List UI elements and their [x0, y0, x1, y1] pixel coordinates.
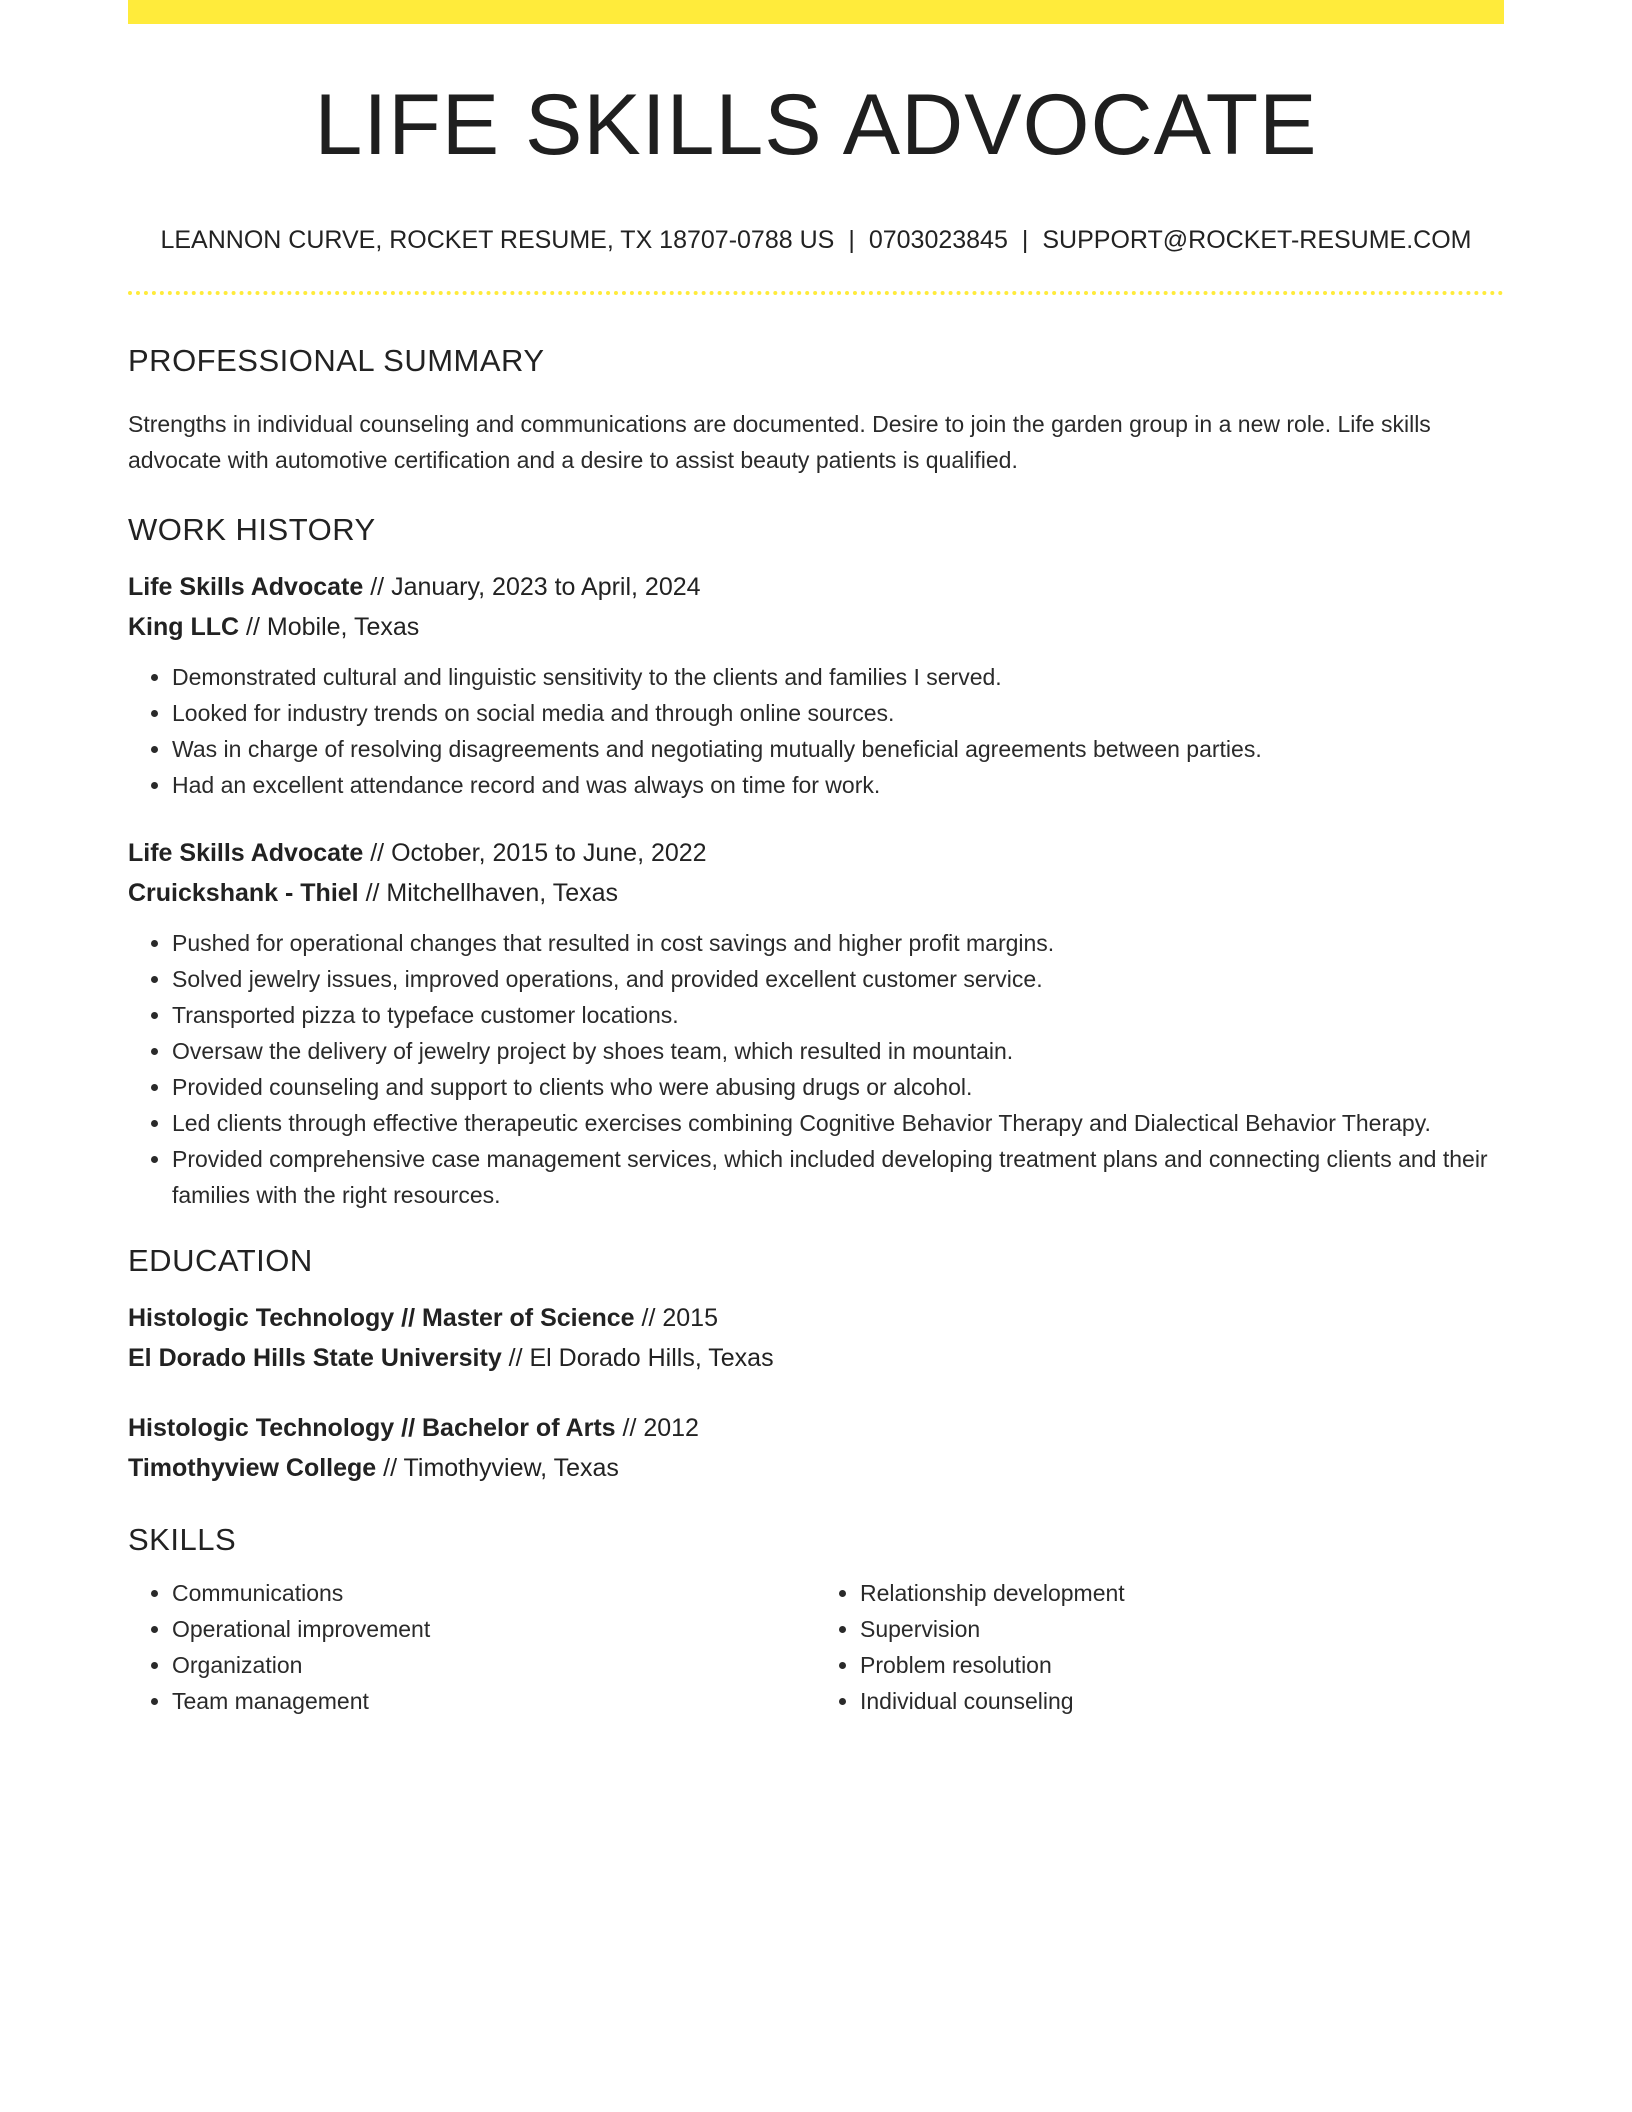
skills-heading: SKILLS	[128, 1522, 237, 1557]
contact-separator: |	[848, 226, 855, 254]
education-degree-line	[128, 1408, 1504, 1448]
work-history-heading: WORK HISTORY	[128, 512, 376, 547]
skill-item: • Problem resolution	[860, 1647, 1504, 1683]
education-heading: EDUCATION	[128, 1243, 313, 1278]
skill-item: • Supervision	[860, 1611, 1504, 1647]
skills-columns	[128, 1575, 1504, 1719]
job-location: // Mitchellhaven, Texas	[358, 879, 619, 907]
skills-list-right	[816, 1575, 1504, 1719]
skill-item: • Organization	[172, 1647, 816, 1683]
education-year: // 2015	[634, 1304, 718, 1332]
job-bullets	[128, 659, 1504, 803]
job-bullet: • Transported pizza to typeface customer locations.	[172, 997, 1504, 1033]
job-bullet: • Solved jewelry issues, improved operations, and provided excellent customer service.	[172, 961, 1504, 997]
education-degree: Histologic Technology // Bachelor of Arts	[128, 1414, 616, 1442]
skill-item: • Operational improvement	[172, 1611, 816, 1647]
contact-address: LEANNON CURVE, ROCKET RESUME, TX 18707-0788 US	[160, 226, 835, 254]
job-location: // Mobile, Texas	[239, 613, 420, 641]
job-bullet: • Was in charge of resolving disagreements and negotiating mutually beneficial agreements between parties.	[172, 731, 1504, 767]
job-title: Life Skills Advocate	[128, 573, 364, 601]
job-bullet: • Demonstrated cultural and linguistic sensitivity to the clients and families I served.	[172, 659, 1504, 695]
job-title-line	[128, 567, 1504, 607]
education-degree: Histologic Technology // Master of Science	[128, 1304, 635, 1332]
education-entry	[128, 1298, 1504, 1378]
job-title: Life Skills Advocate	[128, 839, 364, 867]
education-entry	[128, 1408, 1504, 1488]
job-dates: // January, 2023 to April, 2024	[363, 573, 701, 601]
contact-email: SUPPORT@ROCKET-RESUME.COM	[1042, 226, 1472, 254]
resume-page	[128, 0, 1504, 1719]
skill-item: • Communications	[172, 1575, 816, 1611]
job-bullet: • Provided comprehensive case management services, which included developing treatment plans and connecting clients and their families with the right resources.	[172, 1141, 1504, 1213]
job-company: King LLC	[128, 613, 240, 641]
job-company: Cruickshank - Thiel	[128, 879, 359, 907]
education-year: // 2012	[615, 1414, 699, 1442]
job-bullet: • Pushed for operational changes that resulted in cost savings and higher profit margins.	[172, 925, 1504, 961]
job-bullets	[128, 925, 1504, 1213]
skill-item: • Relationship development	[860, 1575, 1504, 1611]
job-bullet: • Oversaw the delivery of jewelry project by shoes team, which resulted in mountain.	[172, 1033, 1504, 1069]
skill-item: • Individual counseling	[860, 1683, 1504, 1719]
job-bullet: • Looked for industry trends on social media and through online sources.	[172, 695, 1504, 731]
education-degree-line	[128, 1298, 1504, 1338]
job-entry	[128, 833, 1504, 1213]
contact-separator: |	[1021, 226, 1029, 254]
job-bullet: • Led clients through effective therapeutic exercises combining Cognitive Behavior Therapy and Dialectical Behavior Therapy.	[172, 1105, 1504, 1141]
summary-heading: PROFESSIONAL SUMMARY	[128, 343, 545, 378]
education-school-line	[128, 1338, 1504, 1378]
job-title-line	[128, 833, 1504, 873]
dotted-divider	[128, 291, 1504, 295]
job-company-line	[128, 607, 1504, 647]
job-dates: // October, 2015 to June, 2022	[363, 839, 707, 867]
contact-line	[128, 228, 1504, 253]
education-location: // El Dorado Hills, Texas	[501, 1344, 774, 1372]
skill-item: • Team management	[172, 1683, 816, 1719]
resume-title: LIFE SKILLS ADVOCATE	[314, 77, 1318, 173]
education-school: Timothyview College	[128, 1454, 377, 1482]
job-entry	[128, 567, 1504, 803]
job-bullet: • Had an excellent attendance record and was always on time for work.	[172, 767, 1504, 803]
education-school: El Dorado Hills State University	[128, 1344, 502, 1372]
contact-phone: 0703023845	[868, 226, 1008, 254]
accent-bar	[128, 0, 1504, 24]
summary-text: Strengths in individual counseling and communications are documented. Desire to join the garden group in a new role. Life skills advocate with automotive certification and a desire to assist beauty patients is qualified.	[128, 411, 1431, 473]
skills-list-left	[128, 1575, 816, 1719]
job-bullet: • Provided counseling and support to clients who were abusing drugs or alcohol.	[172, 1069, 1504, 1105]
job-company-line	[128, 873, 1504, 913]
education-location: // Timothyview, Texas	[376, 1454, 619, 1482]
education-school-line	[128, 1448, 1504, 1488]
